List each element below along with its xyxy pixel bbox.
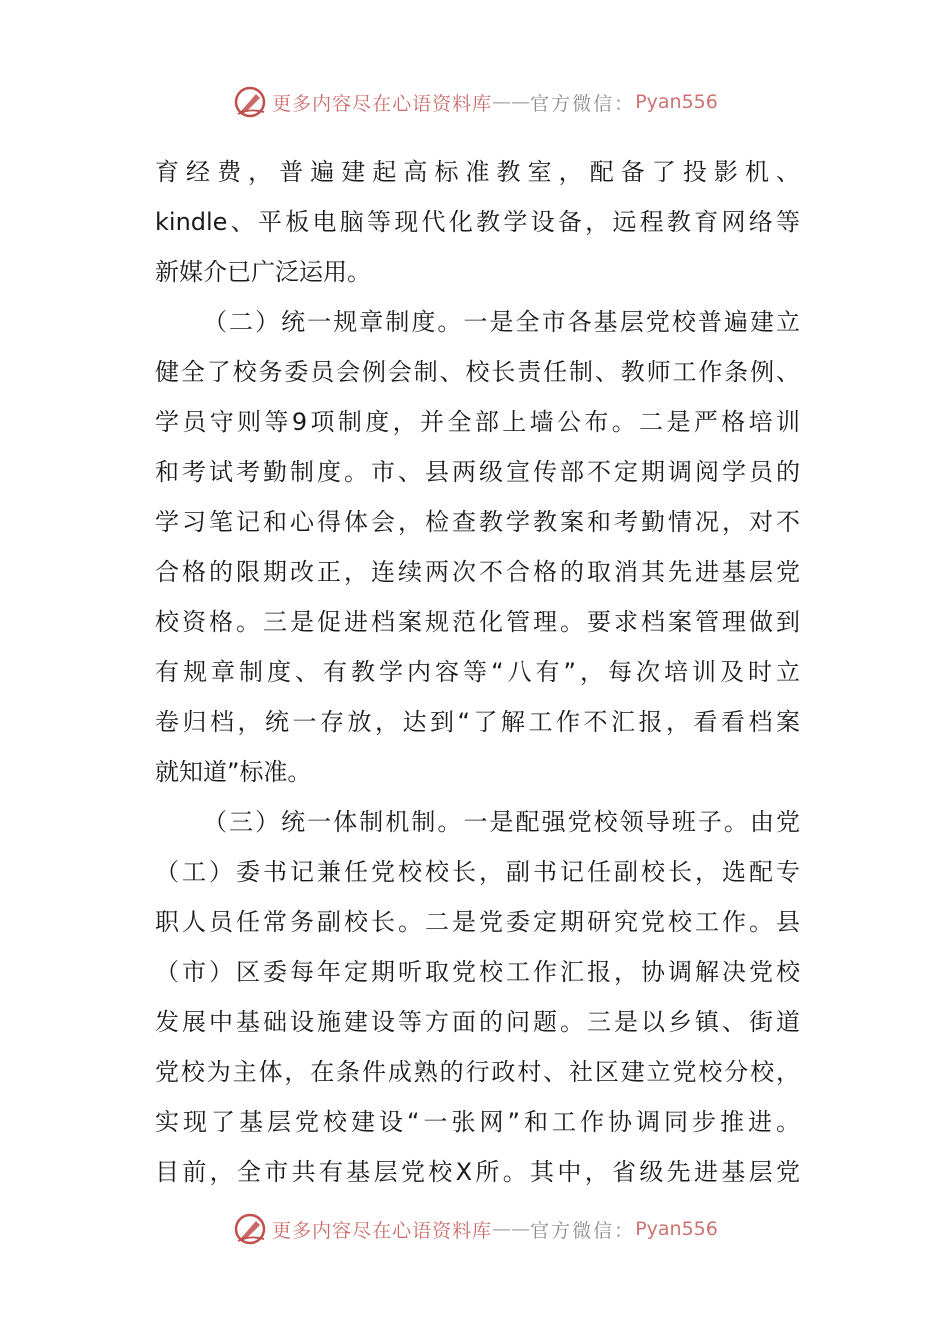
text-line: 学习笔记和心得体会，检查教学教案和考勤情况，对不 (155, 508, 800, 536)
text-line: （工）委书记兼任党校校长，副书记任副校长，选配专 (155, 858, 800, 886)
text-line: 目前，全市共有基层党校X所。其中，省级先进基层党 (155, 1158, 800, 1186)
text-line: 职人员任常务副校长。二是党委定期研究党校工作。县 (155, 908, 800, 936)
text-line: （二）统一规章制度。一是全市各基层党校普遍建立 (203, 308, 800, 336)
text-line: 健全了校务委员会例会制、校长责任制、教师工作条例、 (155, 358, 800, 386)
text-line: 育经费，普遍建起高标准教室，配备了投影机、 (155, 158, 800, 186)
pen-logo-icon (232, 1211, 268, 1247)
text-line: 学员守则等9项制度，并全部上墙公布。二是严格培训 (155, 408, 800, 436)
pen-logo-icon (232, 84, 268, 120)
text-line: kindle、平板电脑等现代化教学设备，远程教育网络等 (155, 208, 800, 236)
footer-watermark (0, 1209, 950, 1249)
text-line: 就知道”标准。 (155, 758, 312, 786)
watermark-wechat-id: Pyan556 (635, 1218, 718, 1240)
watermark-wechat-label: 官方微信： (530, 1219, 636, 1242)
text-line: 卷归档，统一存放，达到“了解工作不汇报，看看档案 (155, 708, 800, 736)
watermark-wechat-id: Pyan556 (635, 91, 718, 113)
text-line: 有规章制度、有教学内容等“八有”，每次培训及时立 (155, 658, 800, 686)
watermark-text: 更多内容尽在心语资料库 (272, 1219, 493, 1242)
watermark-text: 更多内容尽在心语资料库 (272, 92, 493, 115)
text-line: 校资格。三是促进档案规范化管理。要求档案管理做到 (155, 608, 800, 636)
text-line: 合格的限期改正，连续两次不合格的取消其先进基层党 (155, 558, 800, 586)
watermark-separator: —— (492, 91, 531, 113)
text-line: 党校为主体，在条件成熟的行政村、社区建立党校分校， (155, 1058, 800, 1086)
watermark-separator: —— (492, 1218, 531, 1240)
watermark-wechat-label: 官方微信： (530, 92, 636, 115)
text-line: 实现了基层党校建设“一张网”和工作协调同步推进。 (155, 1108, 800, 1136)
document-body (155, 147, 800, 1197)
text-line: （三）统一体制机制。一是配强党校领导班子。由党 (203, 808, 800, 836)
text-line: 新媒介已广泛运用。 (155, 258, 371, 286)
header-watermark (0, 82, 950, 122)
text-line: （市）区委每年定期听取党校工作汇报，协调解决党校 (155, 958, 800, 986)
text-line: 和考试考勤制度。市、县两级宣传部不定期调阅学员的 (155, 458, 800, 486)
text-line: 发展中基础设施建设等方面的问题。三是以乡镇、街道 (155, 1008, 800, 1036)
